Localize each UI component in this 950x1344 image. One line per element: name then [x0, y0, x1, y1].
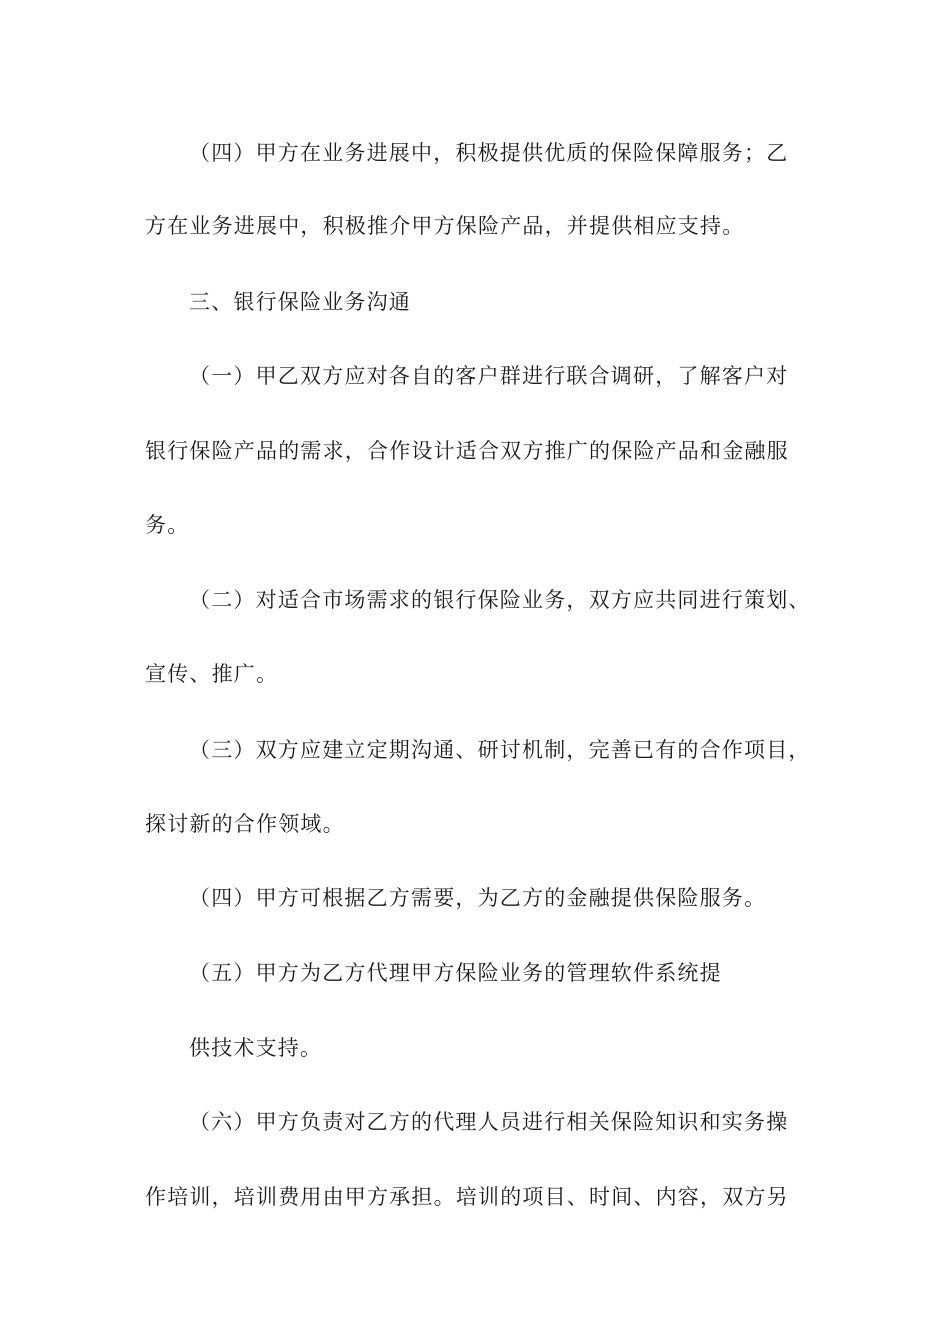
paragraph-line: 方在业务进展中，积极推介甲方保险产品，并提供相应支持。 — [145, 214, 745, 238]
paragraph-line: 务。 — [145, 513, 190, 537]
paragraph-line: （一）甲乙双方应对各自的客户群进行联合调研，了解客户对 — [189, 364, 789, 388]
paragraph-line: （四）甲方在业务进展中，积极提供优质的保险保障服务；乙 — [189, 141, 789, 165]
paragraph-line: （六）甲方负责对乙方的代理人员进行相关保险知识和实务操 — [189, 1110, 789, 1134]
paragraph-line: 作培训，培训费用由甲方承担。培训的项目、时间、内容，双方另 — [145, 1185, 789, 1209]
paragraph-line: （五）甲方为乙方代理甲方保险业务的管理软件系统提 — [189, 961, 722, 985]
paragraph-line: 银行保险产品的需求，合作设计适合双方推广的保险产品和金融服 — [145, 439, 789, 463]
paragraph-line: 供技术支持。 — [189, 1036, 323, 1060]
paragraph-line: 探讨新的合作领域。 — [145, 812, 345, 836]
paragraph-line: 宣传、推广。 — [145, 662, 279, 686]
section-heading: 三、银行保险业务沟通 — [189, 290, 411, 314]
paragraph-line: （四）甲方可根据乙方需要，为乙方的金融提供保险服务。 — [189, 886, 767, 910]
paragraph-line: （二）对适合市场需求的银行保险业务，双方应共同进行策划、 — [189, 588, 811, 612]
paragraph-line: （三）双方应建立定期沟通、研讨机制，完善已有的合作项目， — [189, 738, 811, 762]
